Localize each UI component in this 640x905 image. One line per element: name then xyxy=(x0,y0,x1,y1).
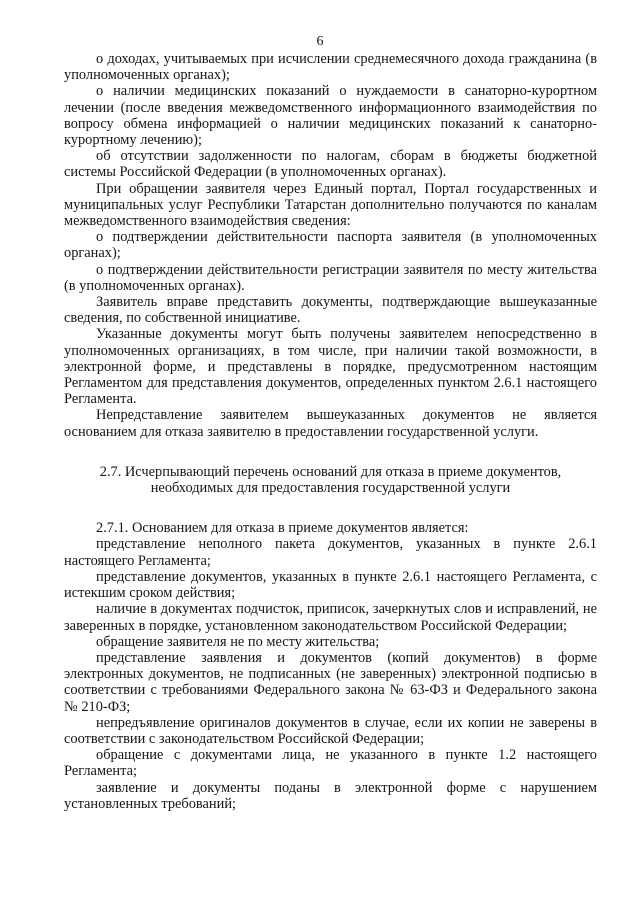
paragraph: о подтверждении действительности регистрации заявителя по месту жительства (в уполномоченных органах). xyxy=(64,261,597,294)
paragraph: Заявитель вправе представить документы, подтверждающие вышеуказанные сведения, по собственной инициативе. xyxy=(64,294,597,327)
paragraph: обращение заявителя не по месту жительства; xyxy=(96,633,380,650)
paragraph: Непредставление заявителем вышеуказанных документов не является основанием для отказа заявителю в предоставлении государственной услуги. xyxy=(64,407,597,440)
paragraph: обращение с документами лица, не указанного в пункте 1.2 настоящего Регламента; xyxy=(64,747,597,780)
paragraph: Указанные документы могут быть получены заявителем непосредственно в уполномоченных организациях, в том числе, при наличии такой возможности, в электронной форме, и представлены в порядке, предусмотренном настоящим Регламентом для представления документов, определенных пунктом 2.6.1 настоящего Регламента. xyxy=(64,326,597,408)
paragraph: о подтверждении действительности паспорта заявителя (в уполномоченных органах); xyxy=(64,229,597,262)
paragraph: непредъявление оригиналов документов в случае, если их копии не заверены в соответствии с законодательством Российской Федерации; xyxy=(64,714,597,747)
page-number: 6 xyxy=(316,34,324,49)
document-body xyxy=(64,51,597,812)
paragraph: о доходах, учитываемых при исчислении среднемесячного дохода гражданина (в уполномоченных органах); xyxy=(64,51,597,84)
paragraph: При обращении заявителя через Единый портал, Портал государственных и муниципальных услуг Республики Татарстан дополнительно получаются по каналам межведомственного взаимодействия сведения: xyxy=(64,180,597,230)
paragraph: представление неполного пакета документов, указанных в пункте 2.6.1 настоящего Регламента; xyxy=(64,536,597,569)
paragraph: представление документов, указанных в пункте 2.6.1 настоящего Регламента, с истекшим сроком действия; xyxy=(64,568,597,602)
paragraph: представление заявления и документов (копий документов) в форме электронных документов, не подписанных (не заверенных) электронной подписью в соответствии с требованиями Федерального закона № 63-ФЗ и Федерального закона № 210-ФЗ; xyxy=(64,649,597,715)
section-heading-line-2: необходимых для предоставления государственной услуги xyxy=(150,480,511,497)
paragraph: об отсутствии задолженности по налогам, сборам в бюджеты бюджетной системы Российской Федерации (в уполномоченных органах). xyxy=(64,148,597,181)
paragraph: о наличии медицинских показаний о нуждаемости в санаторно-курортном лечении (после введения межведомственного информационного взаимодействия по вопросу обмена информацией о наличии медицинских показаний к санаторно-курортному лечению); xyxy=(64,83,597,149)
section-heading xyxy=(64,464,597,496)
paragraph: заявление и документы поданы в электронной форме с нарушением установленных требований; xyxy=(64,779,597,812)
paragraph: наличие в документах подчисток, приписок, зачеркнутых слов и исправлений, не заверенных в порядке, установленном законодательством Российской Федерации; xyxy=(64,601,597,634)
section-heading-line-1: 2.7. Исчерпывающий перечень оснований для отказа в приеме документов, xyxy=(99,463,562,480)
paragraph: 2.7.1. Основанием для отказа в приеме документов является: xyxy=(96,520,469,537)
